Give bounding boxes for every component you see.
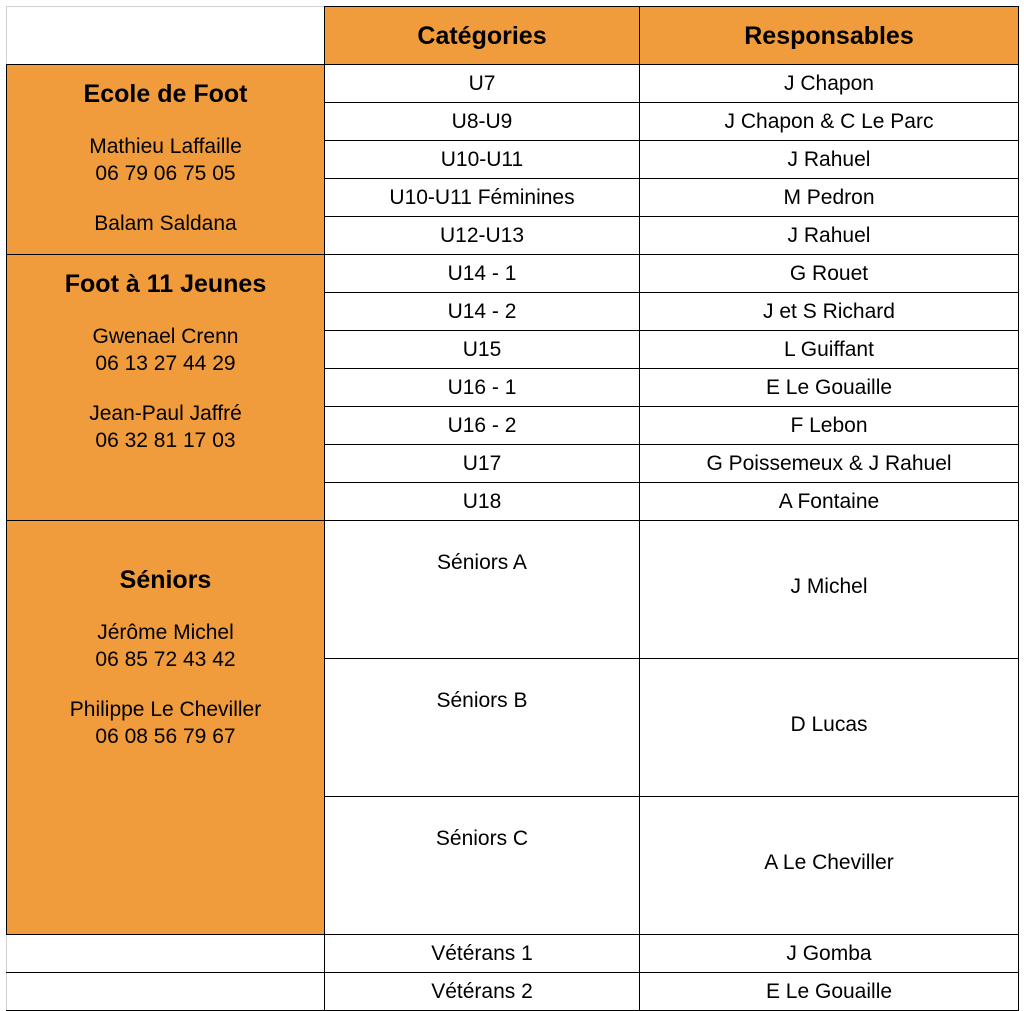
contact-name: Jean-Paul Jaffré [89, 402, 242, 425]
responsable-cell: J et S Richard [640, 293, 1019, 331]
group-title: Foot à 11 Jeunes [64, 270, 267, 298]
responsable-cell: A Le Cheviller [640, 797, 1019, 935]
responsable-cell: D Lucas [640, 659, 1019, 797]
group-seniors [7, 521, 325, 935]
contact-phone: 06 13 27 44 29 [95, 352, 236, 375]
group-title: Ecole de Foot [83, 80, 248, 108]
category-cell: Séniors A [325, 521, 640, 659]
category-cell: U18 [325, 483, 640, 521]
contact-name: Mathieu Laffaille [89, 135, 242, 158]
responsable-cell: E Le Gouaille [640, 973, 1019, 1011]
table-row [7, 973, 1019, 1011]
category-cell: Séniors C [325, 797, 640, 935]
responsable-cell: J Rahuel [640, 217, 1019, 255]
category-cell: U10-U11 [325, 141, 640, 179]
category-cell: Séniors B [325, 659, 640, 797]
category-cell: U10-U11 Féminines [325, 179, 640, 217]
category-cell: U16 - 1 [325, 369, 640, 407]
responsable-cell: L Guiffant [640, 331, 1019, 369]
responsable-cell: G Rouet [640, 255, 1019, 293]
category-cell: U12-U13 [325, 217, 640, 255]
category-cell: Vétérans 2 [325, 973, 640, 1011]
contact-phone: 06 85 72 43 42 [95, 648, 236, 671]
table-row [7, 521, 1019, 659]
group-contact [7, 210, 324, 237]
group-title: Séniors [119, 566, 212, 594]
empty-cell [7, 935, 325, 973]
category-cell: Vétérans 1 [325, 935, 640, 973]
contact-name: Balam Saldana [94, 212, 237, 235]
group-contact [7, 400, 324, 454]
group-contact [7, 133, 324, 187]
categories-table [6, 6, 1019, 1011]
category-cell: U8-U9 [325, 103, 640, 141]
group-ecole-de-foot [7, 65, 325, 255]
contact-name: Gwenael Crenn [92, 325, 239, 348]
contact-phone: 06 08 56 79 67 [95, 725, 236, 748]
table-row [7, 65, 1019, 103]
responsable-cell: J Rahuel [640, 141, 1019, 179]
group-contact [7, 696, 324, 750]
responsable-cell: A Fontaine [640, 483, 1019, 521]
contact-phone: 06 79 06 75 05 [95, 162, 236, 185]
responsable-cell: J Michel [640, 521, 1019, 659]
category-cell: U16 - 2 [325, 407, 640, 445]
responsable-cell: J Chapon & C Le Parc [640, 103, 1019, 141]
table-row [7, 255, 1019, 293]
category-cell: U14 - 2 [325, 293, 640, 331]
contact-name: Philippe Le Cheviller [69, 698, 262, 721]
group-foot-a-11-jeunes [7, 255, 325, 521]
header-row [7, 7, 1019, 65]
header-categories: Catégories [325, 7, 640, 65]
corner-cell [7, 7, 325, 65]
responsable-cell: J Chapon [640, 65, 1019, 103]
responsable-cell: J Gomba [640, 935, 1019, 973]
responsable-cell: G Poissemeux & J Rahuel [640, 445, 1019, 483]
header-responsables: Responsables [640, 7, 1019, 65]
responsable-cell: F Lebon [640, 407, 1019, 445]
responsable-cell: M Pedron [640, 179, 1019, 217]
empty-cell [7, 973, 325, 1011]
table-row [7, 935, 1019, 973]
category-cell: U15 [325, 331, 640, 369]
contact-phone: 06 32 81 17 03 [95, 429, 236, 452]
group-contact [7, 323, 324, 377]
group-contact [7, 619, 324, 673]
contact-name: Jérôme Michel [97, 621, 234, 644]
category-cell: U17 [325, 445, 640, 483]
category-cell: U7 [325, 65, 640, 103]
responsable-cell: E Le Gouaille [640, 369, 1019, 407]
category-cell: U14 - 1 [325, 255, 640, 293]
